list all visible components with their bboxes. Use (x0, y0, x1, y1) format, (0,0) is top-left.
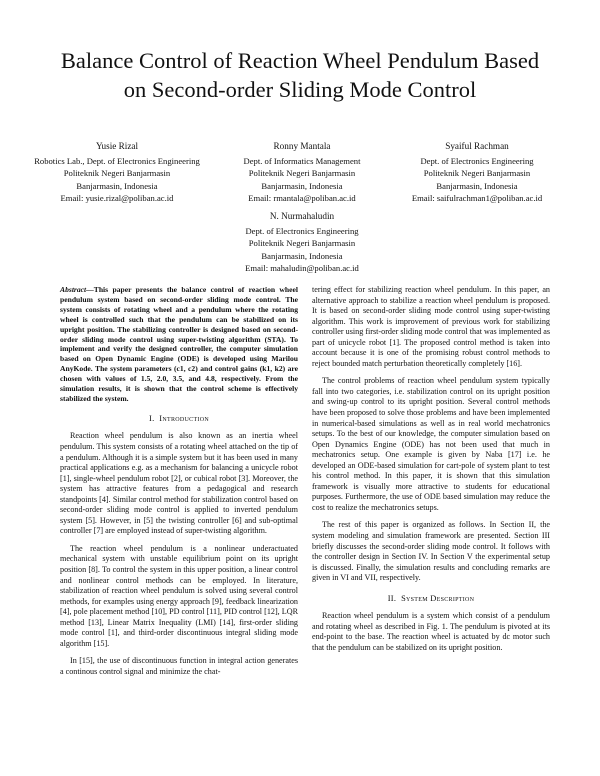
section-number: I. (148, 413, 155, 423)
author-institution: Politeknik Negeri Banjarmasin (423, 168, 531, 179)
left-column (60, 285, 298, 684)
author-3 (392, 140, 562, 205)
author-affiliation: Dept. of Electronics Engineering (420, 155, 534, 166)
author-name: N. Nurmahaludin (269, 211, 335, 221)
author-email: Email: saifulrachman1@poliban.ac.id (411, 193, 543, 204)
body-paragraph: tering effect for stabilizing reaction wheel pendulum. In this paper, an alternative approach to stabilize a reaction wheel pendulum is proposed. It is based on second-order sliding mode control using super-twisting algorithm. This work is improvement of previous work for stabilizing controller using first-order sliding mode control that was implemented as part of unicycle robot [1]. The proposed control method is taken into account because it is one of the promising robust control methods to reject bounded match perturbation theoretically completely [16]. (312, 285, 550, 368)
section-title: System Description (401, 593, 475, 603)
author-location: Banjarmasin, Indonesia (436, 180, 518, 191)
section-title: Introduction (159, 413, 209, 423)
body-paragraph: The rest of this paper is organized as follows. In Section II, the system modeling and simulation framework are presented. Section III briefly discusses the second-order sliding mode control. It follows with the controller design in Section IV. In Section V the experimental setup is discussed. Finally, the simulation results and concluding remarks are given in VI and VII, respectively. (312, 520, 550, 583)
author-4 (227, 210, 377, 275)
author-institution: Politeknik Negeri Banjarmasin (248, 168, 356, 179)
body-paragraph: Reaction wheel pendulum is a system which consist of a pendulum and rotating wheel as described in Fig. 1. The pendulum is pivoted at its end-point to the base. The reaction wheel is actuated by dc motor such that the pendulum can be stabilized on its upright position. (312, 611, 550, 652)
title-line-1: Balance Control of Reaction Wheel Pendulum Based (60, 48, 540, 73)
abstract-text: —This paper presents the balance control of reaction wheel pendulum system based on second-order sliding mode control. The system consists of rotating wheel and a pendulum where the rotating wheel is controlled such that the pendulum can be stabilized on its upright position. The stabilizing controller is designed based on second-order sliding mode control using super-twisting algorithm (STA). To implement and verify the designed controller, the computer simulation based on Open Dynamic Engine (ODE) is developed using Marilou AnyKode. The system parameters (c1, c2) and control gains (k1, k2) are chosen with values of 1.5, 2.0, 3.5, and 4.8, respectively. From the simulation results, it is shown that the control scheme is effectively stabilized the system. (60, 285, 298, 403)
author-location: Banjarmasin, Indonesia (261, 180, 343, 191)
body-paragraph: The reaction wheel pendulum is a nonlinear underactuated mechanical system with unstable equilibrium point on its upright position [8]. To control the system in this upper position, a linear control and nonlinear control methods can be employed. In literature, stabilization of reaction wheel pendulum is solved using several control methods, for examples using energy approach [9], feedback linearization [4], pole placement method [10], PD control [11], PID control [12], LQR method [13], Linear Matrix Inequality (LMI) [14], first-order sliding mode control [1], and third-order discontinuous integral sliding mode algorithm [15]. (60, 543, 298, 648)
author-location: Banjarmasin, Indonesia (76, 180, 158, 191)
author-email: Email: yusie.rizal@poliban.ac.id (60, 193, 174, 204)
author-institution: Politeknik Negeri Banjarmasin (248, 238, 356, 249)
section-heading-system-description (312, 594, 550, 605)
author-name: Ronny Mantala (273, 141, 331, 151)
paper-title (30, 46, 570, 104)
body-paragraph: Reaction wheel pendulum is also known as an inertia wheel pendulum. This system consists of a rotating wheel attached on the tip of a pendulum. Although it is a simple system but it has been used in many practical applications e.g. as a mechanism for balancing a unicycle robot [1], single-wheel pendulum robot [2], or cubical robot [3]. Moreover, the system has attractive features from a pedagogical and research standpoints [4]. Similar control method for stabilization control based on second-order sliding mode control is applied to inverted pendulum system [5]. However, in [5] the twisting controller [6] and sub-optimal controller [7] are employed instead of super-twisting algorithm. (60, 431, 298, 536)
author-location: Banjarmasin, Indonesia (261, 250, 343, 261)
author-affiliation: Dept. of Electronics Engineering (245, 225, 359, 236)
title-line-2: on Second-order Sliding Mode Control (123, 77, 477, 102)
right-column (312, 285, 550, 661)
author-2 (227, 140, 377, 205)
section-heading-introduction (60, 414, 298, 425)
author-affiliation: Robotics Lab., Dept. of Electronics Engineering (34, 155, 200, 166)
body-paragraph: In [15], the use of discontinuous function in integral action generates a continous control signal and minimize the chat- (60, 656, 298, 676)
author-affiliation: Dept. of Informatics Management (243, 155, 361, 166)
body-paragraph: The control problems of reaction wheel pendulum system typically fall into two categories, i.e. stabilization control on its upright position and swing-up control to its upright position. Several control methods have been proposed to solve those problems and have been implemented in numerical-based simulations as well as in real world mechatronics setups. To the best of our knowledge, the computer simulation based on Open Dynamics Engine (ODE) has not been used that much in mechatronics setup. One example is given by Naba [17] i.e. he developed an ODE-based simulation for cart-pole of system plant to test his control method. In this paper, it is shown that this simulation framework is visually more attractive to students for educational purposes. Furthermore, the use of ODE based simulation may reduce the cost to realize the mechatronics setups. (312, 376, 550, 512)
author-name: Syaiful Rachman (445, 141, 509, 151)
abstract (60, 285, 298, 404)
author-email: Email: mahaludin@poliban.ac.id (245, 263, 359, 274)
section-number: II. (387, 593, 397, 603)
author-1 (32, 140, 202, 205)
abstract-label: Abstract (60, 285, 87, 294)
author-name: Yusie Rizal (95, 141, 139, 151)
author-institution: Politeknik Negeri Banjarmasin (63, 168, 171, 179)
author-email: Email: rmantala@poliban.ac.id (248, 193, 356, 204)
